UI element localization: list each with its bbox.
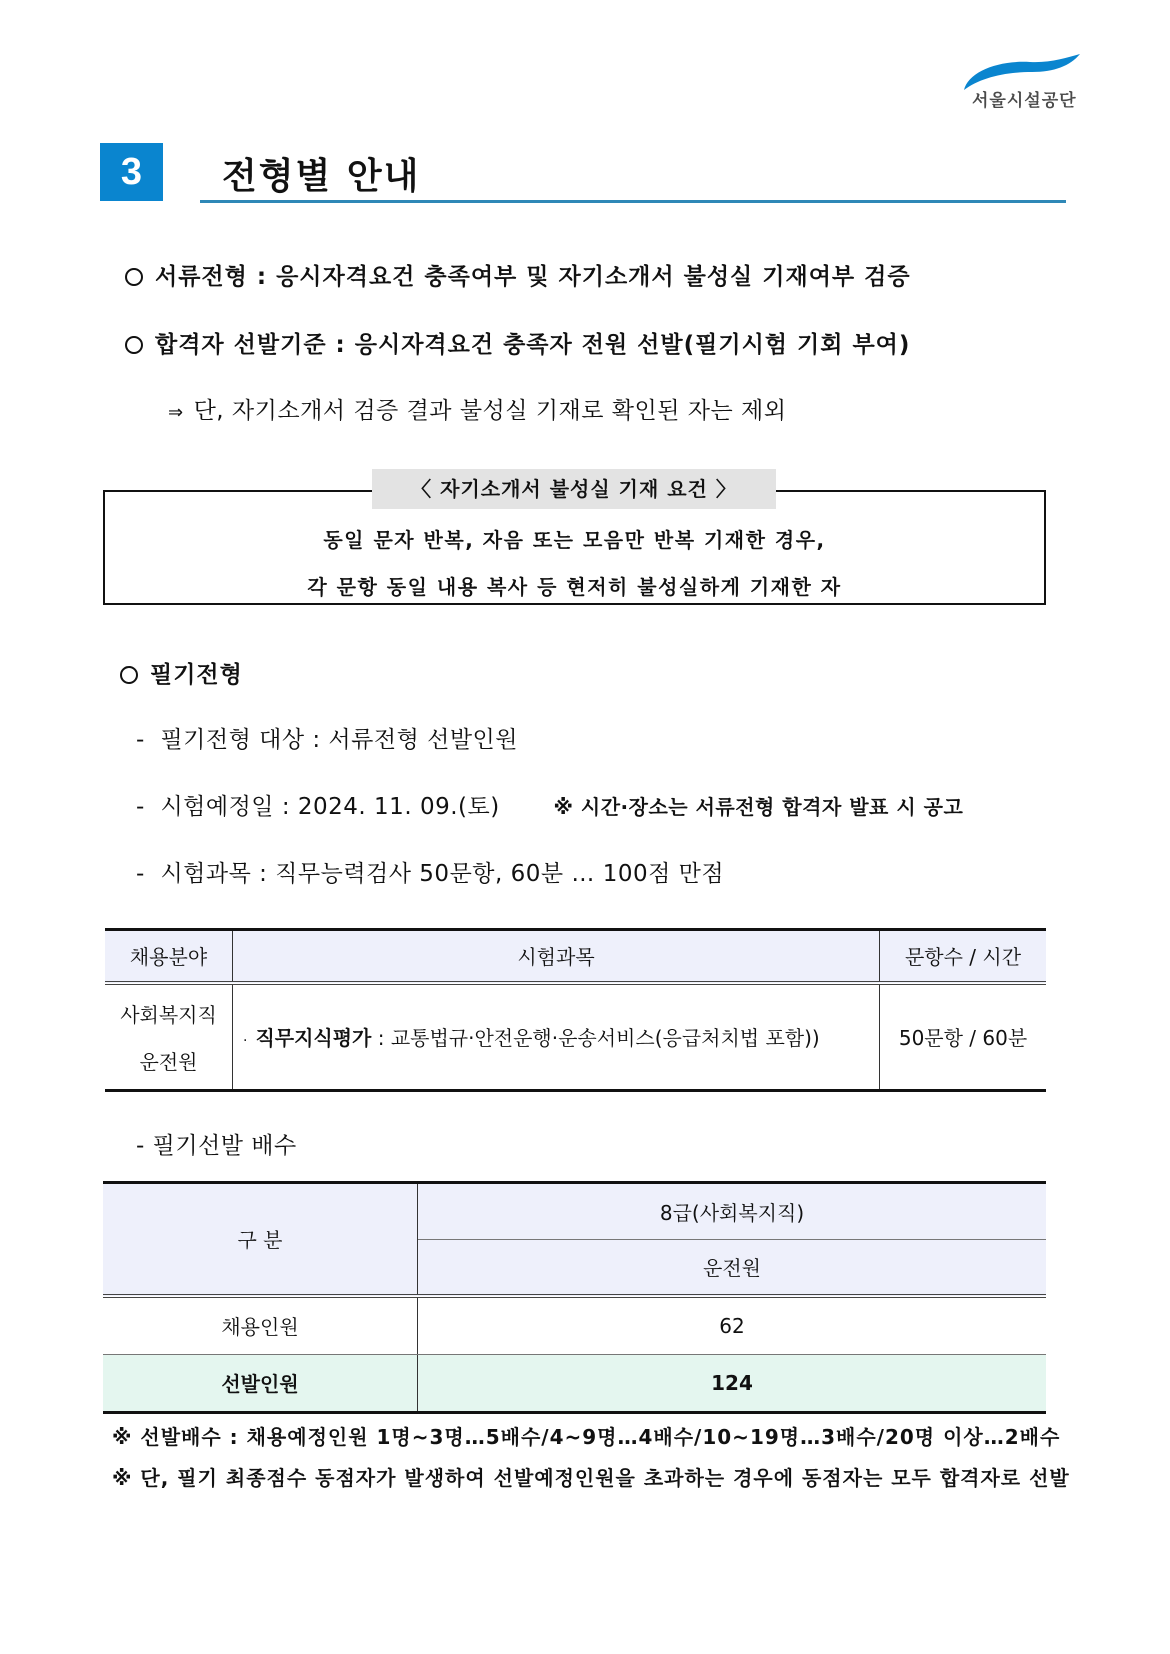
organization-logo <box>958 52 1083 114</box>
table-header-row <box>103 1183 1046 1240</box>
written-exam-item-3 <box>136 855 724 888</box>
table-row <box>103 1296 1046 1355</box>
selection-criteria-note-text: 단, 자기소개서 검증 결과 불성실 기재로 확인된 자는 제외 <box>193 398 787 424</box>
circle-bullet-icon <box>120 666 138 684</box>
footnote-2: ※ 단, 필기 최종점수 동점자가 발생하여 선발예정인원을 초과하는 경우에 동점자는 모두 합격자로 선발 <box>112 1466 1070 1490</box>
row-header-cell: 구 분 <box>103 1183 418 1296</box>
multiplier-label: - 필기선발 배수 <box>136 1133 297 1159</box>
table-row-highlighted <box>103 1354 1046 1412</box>
written-exam-item-2 <box>136 788 963 821</box>
header-field: 채용분야 <box>105 930 233 983</box>
written-exam-heading <box>120 656 243 689</box>
section-title: 전형별 안내 <box>222 156 421 197</box>
document-screening-item <box>125 258 911 291</box>
circle-bullet-icon <box>125 336 143 354</box>
selection-count-table <box>103 1181 1046 1414</box>
field-line-1: 사회복지직 <box>120 1002 217 1027</box>
subject-text: : 교통법규·안전운행·운송서비스(응급처치법 포함)) <box>371 1026 820 1051</box>
notice-box-title: 〈 자기소개서 불성실 기재 요건 〉 <box>372 469 776 509</box>
document-screening-text: : 응시자격요건 충족여부 및 자기소개서 불성실 기재여부 검증 <box>247 264 911 290</box>
selection-criteria-label: 합격자 선발기준 <box>155 332 327 358</box>
dash-bullet: - <box>136 794 145 820</box>
header-count-time: 문항수 / 시간 <box>880 930 1047 983</box>
notice-line-2: 각 문항 동일 내용 복사 등 현저히 불성실하게 기재한 자 <box>307 575 842 599</box>
dash-bullet: - <box>136 861 145 887</box>
subject-label: 직무지식평가 <box>255 1026 372 1051</box>
middle-dot-bullet: · <box>243 1033 248 1050</box>
arrow-icon: ⇒ <box>168 402 184 423</box>
row-label: 선발인원 <box>103 1354 418 1412</box>
document-screening-label: 서류전형 <box>155 264 248 290</box>
footnote-1: ※ 선발배수 : 채용예정인원 1명~3명…5배수/4~9명…4배수/10~19명…3배수/20명 이상…2배수 <box>112 1425 1061 1449</box>
section-number-badge: 3 <box>100 143 163 201</box>
count-time-cell: 50문항 / 60분 <box>880 983 1047 1091</box>
field-line-2: 운전원 <box>139 1049 198 1074</box>
selection-criteria-item <box>125 326 910 359</box>
table-header-row <box>105 930 1046 983</box>
logo-text: 서울시설공단 <box>972 91 1077 111</box>
header-subject: 시험과목 <box>233 930 880 983</box>
notice-line-1: 동일 문자 반복, 자음 또는 모음만 반복 기재한 경우, <box>323 528 826 552</box>
row-label: 채용인원 <box>103 1296 418 1355</box>
subject-cell <box>233 983 880 1091</box>
written-exam-item-text: 필기전형 대상 : 서류전형 선발인원 <box>160 727 518 753</box>
circle-bullet-icon <box>125 268 143 286</box>
section-title-underline <box>200 200 1066 203</box>
written-exam-item-text: 시험예정일 : 2024. 11. 09.(토) <box>160 794 500 820</box>
written-exam-item-1 <box>136 721 518 754</box>
group-header-cell: 8급(사회복지직) <box>418 1183 1047 1240</box>
row-value: 62 <box>418 1296 1047 1355</box>
dash-bullet: - <box>136 727 145 753</box>
exam-date-aside: ※ 시간·장소는 서류전형 합격자 발표 시 공고 <box>553 795 964 819</box>
written-exam-item-text: 시험과목 : 직무능력검사 50문항, 60분 … 100점 만점 <box>160 861 725 887</box>
field-cell <box>105 983 233 1091</box>
table-row <box>105 983 1046 1091</box>
exam-subject-table <box>105 928 1046 1092</box>
selection-criteria-note <box>168 392 786 425</box>
written-exam-title: 필기전형 <box>150 662 243 688</box>
row-value: 124 <box>418 1354 1047 1412</box>
column-header-cell: 운전원 <box>418 1240 1047 1296</box>
selection-criteria-text: : 응시자격요건 충족자 전원 선발(필기시험 기회 부여) <box>326 332 911 358</box>
